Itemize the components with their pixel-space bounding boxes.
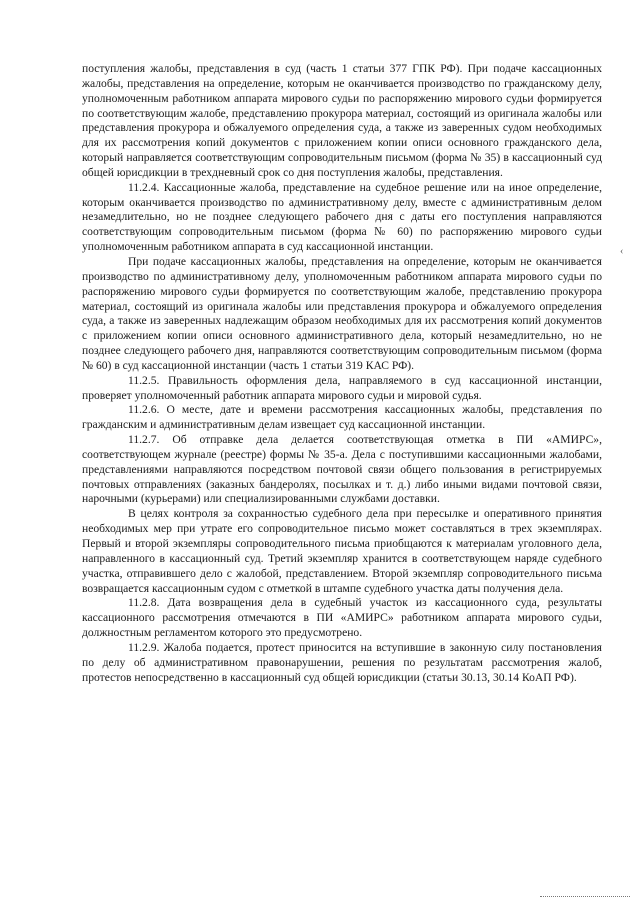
scan-edge-line (540, 896, 630, 897)
paragraph-continuation: поступления жалобы, представления в суд (часть 1 статьи 377 ГПК РФ). При подаче кассационных жалобы, представления на определение, которым не оканчивается производство по гражданскому делу, уполномоченным работником аппарата мирового судьи по распоряжению мирового судьи формируется по соответствующим жалобе, представлению прокурора материал, состоящий из оригинала жалобы или представления прокурора и обжалуемого определения суда, а также из заверенных судом необходимых для их рассмотрения копий документов с приложением копии описи основного гражданского дела, который направляется соответствующим сопроводительным письмом (форма № 35) в кассационный суд общей юрисдикции в трехдневный срок со дня поступления жалобы, представления. (82, 62, 602, 179)
paragraph-11-2-8: 11.2.8. Дата возвращения дела в судебный участок из кассационного суда, результаты кассационного рассмотрения отмечаются в ПИ «АМИРС» работником аппарата мирового судьи, должностным регламентом которого это предусмотрено. (82, 596, 602, 640)
paragraph-11-2-9: 11.2.9. Жалоба подается, протест приносится на вступившие в законную силу постановления по делу об административном правонарушении, решения по результатам рассмотрения жалоб, протестов непосредственно в кассационный суд общей юрисдикции (статьи 30.13, 30.14 КоАП РФ). (82, 640, 602, 684)
paragraph-11-2-6: 11.2.6. О месте, дате и времени рассмотрения кассационных жалобы, представления по гражданским и административным делам извещает суд кассационной инстанции. (82, 403, 602, 432)
paragraph-control-copies: В целях контроля за сохранностью судебного дела при пересылке и оперативного принятия необходимых мер при утрате его сопроводительное письмо может составляться в трех экземплярах. Первый и второй экземпляры сопроводительного письма приобщаются к материалам уголовного дела, направленного в кассационный суд. Третий экземпляр хранится в соответствующем наряде судебного участка, отправившего дело с жалобой, представлением. Второй экземпляр сопроводительного письма возвращается кассационным судом с отметкой в штампе судебного участка даты получения дела. (82, 507, 602, 595)
paragraph-11-2-7: 11.2.7. Об отправке дела делается соответствующая отметка в ПИ «АМИРС», соответствующем журнале (реестре) формы № 35-а. Дела с поступившими кассационными жалобами, представлениями направляются посредством почтовой связи общего пользования в регистрируемых почтовых отправлениях (заказных бандеролях, посылках и т. д.) либо иными видами почтовой связи, нарочными (курьерами) или специализированными службами доставки. (82, 433, 602, 506)
margin-mark: ‹ (620, 246, 624, 257)
paragraph-11-2-4: 11.2.4. Кассационные жалоба, представление на судебное решение или на иное определение, которым оканчивается производство по административному делу, вместе с административным делом незамедлительно, но не позднее следующего рабочего дня с даты его поступления направляются соответствующим сопроводительным письмом (форма № 60) по распоряжению мирового судьи уполномоченным работником аппарата в суд кассационной инстанции. (82, 180, 602, 254)
paragraph-administrative-appeal: При подаче кассационных жалобы, представления на определение, которым не оканчивается производство по административному делу, уполномоченным работником аппарата мирового судьи по распоряжению мирового судьи формируется по соответствующим жалобе, представлению прокурора материал, состоящий из оригинала жалобы или представления прокурора и обжалуемого определения суда, а также из заверенных надлежащим образом необходимых для их рассмотрения копий документов с приложением копии описи основного административного дела, который незамедлительно, но не позднее следующего рабочего дня, направляются соответствующим сопроводительным письмом (форма № 60) в суд кассационной инстанции (часть 1 статьи 319 КАС РФ). (82, 254, 602, 372)
paragraph-11-2-5: 11.2.5. Правильность оформления дела, направляемого в суд кассационной инстанции, проверяет уполномоченный работник аппарата мирового судьи и мировой судья. (82, 373, 602, 402)
